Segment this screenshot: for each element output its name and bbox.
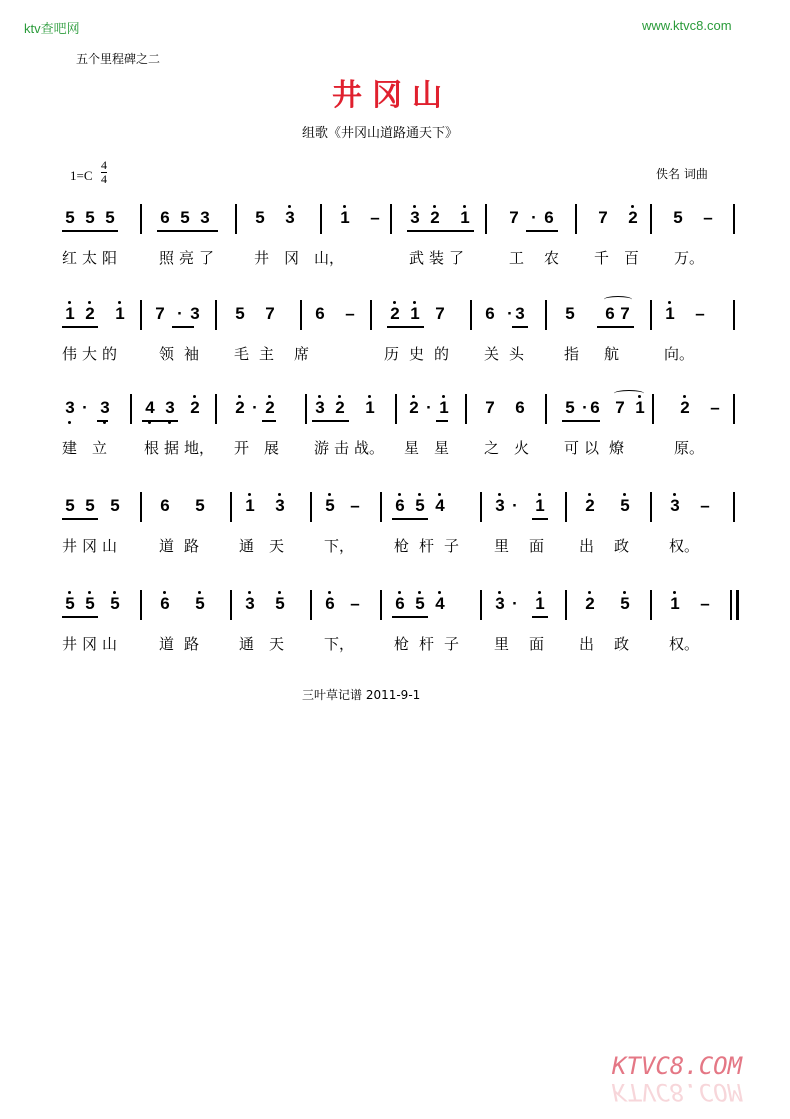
bar-line — [140, 492, 142, 522]
lyric-char: 伟 — [62, 345, 78, 363]
note: 5 — [565, 398, 575, 417]
beam-underline — [532, 616, 548, 618]
time-denominator: 4 — [101, 172, 107, 186]
note: 5 — [110, 496, 120, 515]
lyric-char: 里 — [494, 635, 510, 653]
footer-credit: 三叶草记谱 2011-9-1 — [302, 688, 421, 702]
beam-underline — [172, 326, 194, 328]
score-row — [0, 590, 790, 660]
note: 1 — [632, 398, 648, 418]
beam-underline — [532, 518, 548, 520]
bar-line — [733, 300, 735, 330]
lyric-char: 权。 — [669, 537, 700, 555]
note: 5 — [85, 208, 95, 227]
bar-line — [650, 492, 652, 522]
note: 5 — [82, 594, 98, 614]
lyric-char: 史 — [409, 345, 425, 363]
watermark-bottom-right-reflection: KTVC8.COM — [612, 1078, 743, 1106]
note: 5 — [272, 594, 288, 614]
lyric-char: 战。 — [354, 439, 385, 457]
lyric-char: 星 — [404, 439, 420, 457]
note: 2 — [232, 398, 248, 418]
key-signature: 1=C — [70, 168, 93, 183]
lyric-char: 了 — [199, 249, 215, 267]
lyric-char: 指 — [564, 345, 580, 363]
lyric-char: 杆 — [419, 537, 435, 555]
note: 5 — [412, 496, 428, 516]
note: 6 — [544, 208, 554, 227]
lyric-char: 山， — [314, 249, 345, 267]
note: – — [695, 304, 705, 323]
bar-line — [230, 590, 232, 620]
bar-line — [380, 590, 382, 620]
bar-line — [650, 300, 652, 330]
lyric-char: 山 — [102, 635, 118, 653]
lyric-char: 亮 — [179, 249, 195, 267]
slur — [604, 296, 632, 303]
note: 3 — [272, 496, 288, 516]
bar-line — [320, 204, 322, 234]
bar-line — [140, 204, 142, 234]
lyric-char: 政 — [614, 537, 630, 555]
bar-line — [130, 394, 132, 424]
note: – — [703, 208, 713, 227]
watermark-top-right: www.ktvc8.com — [642, 18, 732, 33]
credit: 佚名 词曲 — [656, 167, 708, 181]
note: – — [700, 496, 710, 515]
note: 1 — [667, 594, 683, 614]
note: 3 — [282, 208, 298, 228]
note: 1 — [362, 398, 378, 418]
bar-line — [485, 204, 487, 234]
note: 7 — [265, 304, 275, 323]
time-numerator: 4 — [101, 158, 107, 172]
beam-underline — [562, 420, 600, 422]
bar-line — [215, 394, 217, 424]
note: 3 — [62, 398, 78, 418]
bar-line — [733, 492, 735, 522]
note: 6 — [605, 304, 615, 323]
note: 1 — [662, 304, 678, 324]
beam-underline — [526, 230, 558, 232]
lyric-char: 击 — [334, 439, 350, 457]
lyric-char: 枪 — [394, 537, 410, 555]
note: 7 — [509, 208, 519, 227]
beam-underline — [312, 420, 349, 422]
bar-line — [300, 300, 302, 330]
lyric-char: 关 — [484, 345, 500, 363]
note: · — [426, 398, 432, 417]
lyric-char: 工 — [509, 249, 525, 267]
lyric-char: 袖 — [184, 345, 200, 363]
lyric-char: 开 — [234, 439, 250, 457]
lyric-char: 根 — [144, 439, 160, 457]
beam-underline — [512, 326, 528, 328]
note: · — [82, 398, 88, 417]
note: 5 — [673, 208, 683, 227]
bar-line — [140, 590, 142, 620]
note: 7 — [615, 398, 625, 417]
note: 2 — [625, 208, 641, 228]
note: · — [252, 398, 258, 417]
lyric-char: 以 — [584, 439, 600, 457]
note: 2 — [406, 398, 422, 418]
note: 5 — [255, 208, 265, 227]
bar-line — [470, 300, 472, 330]
note: 5 — [105, 208, 115, 227]
note: 1 — [457, 208, 473, 228]
note: 7 — [598, 208, 608, 227]
note: 6 — [322, 594, 338, 614]
bar-line — [380, 492, 382, 522]
lyric-char: 道 — [159, 635, 175, 653]
note: 1 — [436, 398, 452, 418]
note: 7 — [485, 398, 495, 417]
lyric-char: 历 — [384, 345, 400, 363]
note: 6 — [515, 398, 525, 417]
note: 5 — [617, 496, 633, 516]
lyric-char: 冈 — [82, 635, 98, 653]
lyric-char: 据 — [164, 439, 180, 457]
lyric-char: 通 — [239, 635, 255, 653]
note: 6 — [392, 496, 408, 516]
note: 6 — [315, 304, 325, 323]
score-row — [0, 300, 790, 370]
final-bar-line — [736, 590, 739, 620]
beam-underline — [62, 616, 98, 618]
note: 6 — [160, 208, 170, 227]
lyric-char: 权。 — [669, 635, 700, 653]
watermark-top-left: ktv查吧网 — [24, 21, 80, 36]
note: 2 — [187, 398, 203, 418]
beam-underline — [407, 230, 474, 232]
note: 4 — [432, 594, 448, 614]
bar-line — [565, 492, 567, 522]
lyric-char: 山 — [102, 537, 118, 555]
note: 5 — [65, 496, 75, 515]
lyric-char: 地， — [184, 439, 215, 457]
lyric-char: 百 — [624, 249, 640, 267]
beam-underline — [62, 326, 98, 328]
bar-line — [395, 394, 397, 424]
bar-line — [733, 394, 735, 424]
bar-line — [565, 590, 567, 620]
lyric-char: 头 — [509, 345, 525, 363]
bar-line — [305, 394, 307, 424]
lyric-char: 面 — [529, 635, 545, 653]
note: 1 — [532, 594, 548, 614]
lyric-char: 出 — [579, 537, 595, 555]
lyric-char: 千 — [594, 249, 610, 267]
bar-line — [390, 204, 392, 234]
lyric-char: 大 — [82, 345, 98, 363]
note: 3 — [515, 304, 525, 323]
beam-underline — [262, 420, 276, 422]
beam-underline — [62, 518, 98, 520]
lyric-char: 了 — [449, 249, 465, 267]
lyric-char: 火 — [514, 439, 530, 457]
beam-underline — [436, 420, 448, 422]
bar-line — [480, 590, 482, 620]
note: 6 — [392, 594, 408, 614]
lyric-char: 游 — [314, 439, 330, 457]
bar-line — [730, 590, 732, 620]
bar-line — [465, 394, 467, 424]
note: 5 — [62, 594, 78, 614]
lyric-char: 出 — [579, 635, 595, 653]
lyric-char: 航 — [604, 345, 620, 363]
note: 3 — [162, 398, 178, 418]
bar-line — [310, 590, 312, 620]
lyric-char: 原。 — [674, 439, 705, 457]
beam-underline — [62, 230, 118, 232]
lyric-char: 阳 — [102, 249, 118, 267]
note: 7 — [435, 304, 445, 323]
note: 5 — [65, 208, 75, 227]
beam-underline — [392, 616, 428, 618]
note: · — [582, 398, 588, 417]
note: – — [350, 496, 360, 515]
note: 2 — [262, 398, 278, 418]
note: 5 — [565, 304, 575, 323]
lyric-char: 通 — [239, 537, 255, 555]
bar-line — [235, 204, 237, 234]
note: 7 — [155, 304, 165, 323]
lyric-char: 冈 — [284, 249, 300, 267]
note: 3 — [97, 398, 113, 418]
lyric-char: 井 — [62, 537, 78, 555]
note: 1 — [337, 208, 353, 228]
lyric-char: 立 — [92, 439, 108, 457]
note: – — [710, 398, 720, 417]
lyric-char: 子 — [444, 635, 460, 653]
note: 3 — [312, 398, 328, 418]
bar-line — [545, 300, 547, 330]
note: 5 — [195, 496, 205, 515]
bar-line — [575, 204, 577, 234]
note: · — [512, 496, 518, 515]
note: 3 — [407, 208, 423, 228]
note: 3 — [492, 594, 508, 614]
note: · — [531, 208, 537, 227]
score-row — [0, 204, 790, 274]
note: – — [370, 208, 380, 227]
lyric-char: 子 — [444, 537, 460, 555]
beam-underline — [387, 326, 424, 328]
note: 2 — [332, 398, 348, 418]
lyric-char: 冈 — [82, 537, 98, 555]
bar-line — [545, 394, 547, 424]
note: 4 — [142, 398, 158, 418]
lyric-char: 枪 — [394, 635, 410, 653]
note: – — [350, 594, 360, 613]
lyric-char: 井 — [62, 635, 78, 653]
lyric-char: 天 — [269, 635, 285, 653]
bar-line — [140, 300, 142, 330]
lyric-char: 燎 — [609, 439, 625, 457]
lyric-char: 井 — [254, 249, 270, 267]
note: 2 — [427, 208, 443, 228]
bar-line — [650, 204, 652, 234]
suite-name: 组歌《井冈山道路通天下》 — [302, 126, 459, 141]
lyric-char: 席 — [294, 345, 310, 363]
page-title: 井冈山 — [332, 78, 452, 113]
lyric-char: 领 — [159, 345, 175, 363]
bar-line — [230, 492, 232, 522]
lyric-char: 农 — [544, 249, 560, 267]
lyric-char: 武 — [409, 249, 425, 267]
lyric-char: 下， — [324, 635, 355, 653]
lyric-char: 万。 — [674, 249, 705, 267]
lyric-char: 的 — [434, 345, 450, 363]
time-signature — [101, 159, 107, 186]
note: 2 — [582, 496, 598, 516]
note: – — [700, 594, 710, 613]
note: · — [177, 304, 183, 323]
lyric-char: 红 — [62, 249, 78, 267]
note: 5 — [322, 496, 338, 516]
lyric-char: 路 — [184, 537, 200, 555]
note: 6 — [160, 496, 170, 515]
note: 2 — [82, 304, 98, 324]
score-row — [0, 492, 790, 562]
note: 1 — [407, 304, 423, 324]
note: 5 — [412, 594, 428, 614]
bar-line — [652, 394, 654, 424]
slur — [614, 390, 644, 397]
bar-line — [733, 204, 735, 234]
note: 1 — [62, 304, 78, 324]
note: 3 — [492, 496, 508, 516]
lyric-char: 展 — [264, 439, 280, 457]
note: 6 — [485, 304, 495, 323]
score-row — [0, 394, 790, 464]
lyric-char: 向。 — [664, 345, 695, 363]
bar-line — [215, 300, 217, 330]
beam-underline — [392, 518, 428, 520]
lyric-char: 毛 — [234, 345, 250, 363]
lyric-char: 里 — [494, 537, 510, 555]
subtitle: 五个里程碑之二 — [76, 52, 161, 66]
lyric-char: 装 — [429, 249, 445, 267]
note: – — [345, 304, 355, 323]
note: 2 — [677, 398, 693, 418]
beam-underline — [157, 230, 218, 232]
note: 7 — [620, 304, 630, 323]
lyric-char: 天 — [269, 537, 285, 555]
beam-underline — [97, 420, 108, 422]
lyric-char: 政 — [614, 635, 630, 653]
note: 5 — [235, 304, 245, 323]
bar-line — [370, 300, 372, 330]
lyric-char: 太 — [82, 249, 98, 267]
lyric-char: 的 — [102, 345, 118, 363]
bar-line — [310, 492, 312, 522]
note: 3 — [242, 594, 258, 614]
lyric-char: 面 — [529, 537, 545, 555]
note: 3 — [190, 304, 200, 323]
bar-line — [480, 492, 482, 522]
lyric-char: 星 — [434, 439, 450, 457]
note: 4 — [432, 496, 448, 516]
lyric-char: 道 — [159, 537, 175, 555]
lyric-char: 建 — [62, 439, 78, 457]
beam-underline — [597, 326, 634, 328]
note: 5 — [180, 208, 190, 227]
note: 2 — [582, 594, 598, 614]
note: 5 — [617, 594, 633, 614]
beam-underline — [142, 420, 178, 422]
lyric-char: 照 — [159, 249, 175, 267]
lyric-char: 路 — [184, 635, 200, 653]
note: 6 — [157, 594, 173, 614]
lyric-char: 可 — [564, 439, 580, 457]
lyric-char: 之 — [484, 439, 500, 457]
note: 5 — [107, 594, 123, 614]
lyric-char: 杆 — [419, 635, 435, 653]
note: 5 — [192, 594, 208, 614]
note: 3 — [667, 496, 683, 516]
note: 1 — [112, 304, 128, 324]
bar-line — [650, 590, 652, 620]
watermark-bottom-right: KTVC8.COM — [612, 1052, 743, 1080]
note: 2 — [387, 304, 403, 324]
note: 1 — [242, 496, 258, 516]
note: 1 — [532, 496, 548, 516]
note: 3 — [200, 208, 210, 227]
note: 6 — [590, 398, 600, 417]
note: · — [507, 304, 513, 323]
note: 5 — [85, 496, 95, 515]
note: · — [512, 594, 518, 613]
lyric-char: 下， — [324, 537, 355, 555]
lyric-char: 主 — [259, 345, 275, 363]
